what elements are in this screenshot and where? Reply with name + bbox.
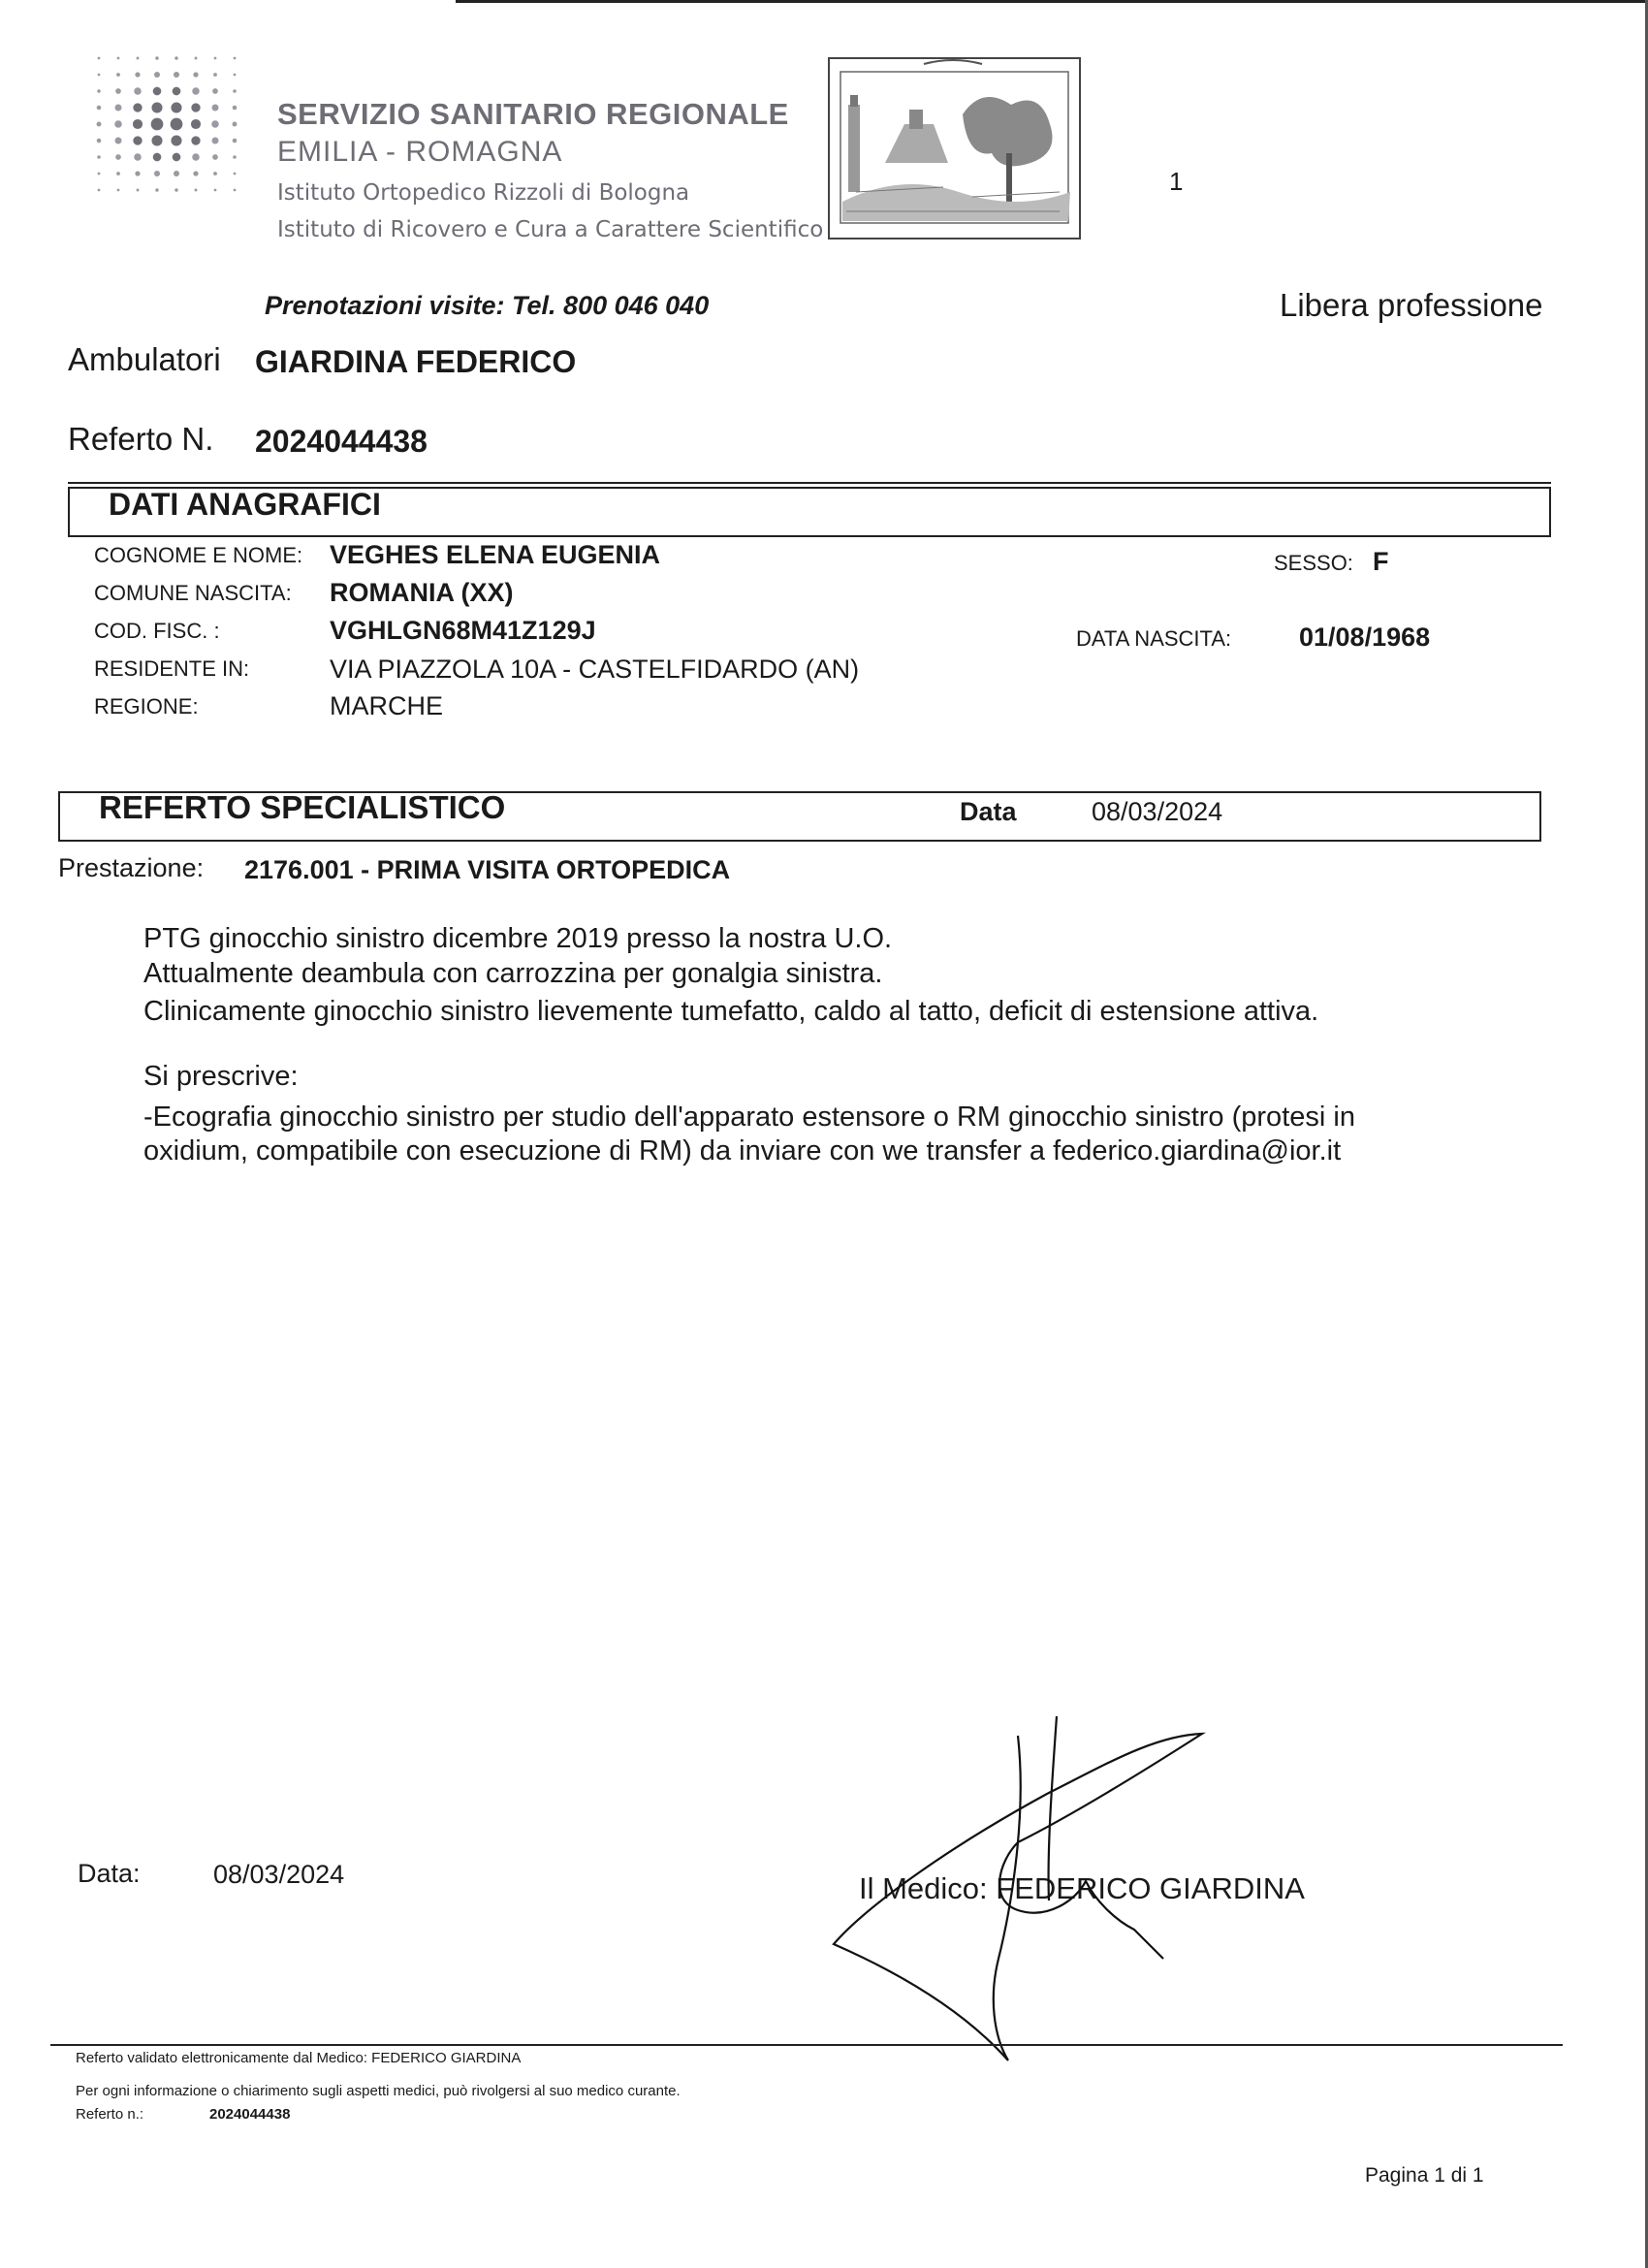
- logo-dot: [212, 88, 218, 94]
- logo-dot: [115, 88, 121, 94]
- logo-dot: [117, 189, 120, 192]
- logo-dot: [214, 57, 217, 60]
- footer-rule: [50, 2044, 1563, 2046]
- logo-dot: [195, 57, 198, 60]
- referto-number: 2024044438: [255, 424, 428, 459]
- referto-label: Referto N.: [68, 421, 214, 457]
- logo-dot: [173, 87, 181, 96]
- info-note: Per ogni informazione o chiarimento sugli aspetti medici, può rivolgersi al suo medico curante.: [76, 2083, 681, 2099]
- logo-dot: [212, 138, 219, 144]
- referto-line: -Ecografia ginocchio sinistro per studio dell'apparato estensore o RM ginocchio sinistro (protesi in: [143, 1102, 1355, 1133]
- logo-dot: [137, 189, 140, 192]
- logo-dot: [211, 120, 219, 128]
- logo-dot: [134, 153, 142, 161]
- referto-title: REFERTO SPECIALISTICO: [99, 789, 506, 825]
- practice-type: Libera professione: [1280, 287, 1543, 323]
- ambulatori-label: Ambulatori: [68, 341, 221, 377]
- org-line-3: Istituto Ortopedico Rizzoli di Bologna: [277, 180, 690, 206]
- footer-referto-value: 2024044438: [209, 2106, 291, 2123]
- logo-dot: [174, 188, 178, 192]
- sesso-label: SESSO:: [1274, 551, 1353, 575]
- logo-dot: [97, 139, 102, 144]
- logo-dot: [97, 122, 102, 127]
- residente-label: RESIDENTE IN:: [94, 656, 250, 681]
- logo-dot: [135, 171, 140, 176]
- logo-dot: [151, 118, 164, 131]
- logo-dot: [173, 153, 181, 162]
- logo-dot: [133, 136, 142, 144]
- logo-dot: [97, 106, 102, 111]
- footer-data-label: Data:: [78, 1859, 141, 1888]
- logo-dot: [193, 72, 198, 77]
- referto-line: Clinicamente ginocchio sinistro lievemente tumefatto, caldo al tatto, deficit di estensione attiva.: [143, 996, 1319, 1027]
- logo-dot: [115, 105, 122, 112]
- logo-dot: [153, 153, 162, 162]
- logo-dot: [116, 73, 120, 77]
- cognome-nome-label: COGNOME E NOME:: [94, 543, 303, 567]
- regione-value: MARCHE: [330, 691, 444, 720]
- logo-dot: [234, 74, 237, 77]
- logo-dot: [116, 172, 120, 176]
- page-counter: Pagina 1 di 1: [1365, 2164, 1484, 2187]
- logo-dot: [193, 171, 198, 176]
- prestazione-label: Prestazione:: [58, 853, 205, 882]
- comune-nascita-label: COMUNE NASCITA:: [94, 581, 292, 605]
- logo-dot: [212, 154, 218, 160]
- logo-dot: [98, 57, 101, 60]
- logo-dot: [154, 72, 160, 78]
- logo-dot: [133, 119, 143, 129]
- signature-icon: [824, 1707, 1212, 2075]
- dati-top-rule: [68, 482, 1551, 484]
- referto-data-value: 08/03/2024: [1092, 797, 1223, 826]
- logo-dot: [154, 171, 160, 176]
- footer-referto-label: Referto n.:: [76, 2106, 144, 2123]
- logo-dot: [213, 73, 217, 77]
- residente-value: VIA PIAZZOLA 10A - CASTELFIDARDO (AN): [330, 655, 860, 684]
- logo-dot: [214, 189, 217, 192]
- org-line-4: Istituto di Ricovero e Cura a Carattere Scientifico: [277, 217, 824, 242]
- org-line-2: EMILIA - ROMAGNA: [277, 136, 563, 168]
- page-mark: 1: [1169, 167, 1184, 196]
- sesso-value: F: [1373, 547, 1389, 576]
- logo-dot: [171, 135, 181, 145]
- logo-dot: [191, 103, 200, 112]
- logo-dot: [174, 72, 179, 78]
- logo-dot: [192, 87, 200, 95]
- logo-dot: [171, 102, 181, 112]
- data-nascita-value: 01/08/1968: [1299, 623, 1431, 652]
- comune-nascita-value: ROMANIA (XX): [330, 578, 514, 607]
- logo-dot: [212, 105, 219, 112]
- logo-dot: [195, 189, 198, 192]
- logo-dot: [137, 57, 140, 60]
- logo-dot: [134, 87, 142, 95]
- logo-dot: [151, 102, 162, 112]
- logo-dot: [213, 172, 217, 176]
- logo-dot: [155, 56, 159, 60]
- logo-dot: [233, 106, 238, 111]
- logo-dot: [135, 72, 140, 77]
- booking-phone: Prenotazioni visite: Tel. 800 046 040: [265, 291, 710, 320]
- dati-anagrafici-title: DATI ANAGRAFICI: [109, 487, 381, 522]
- logo-dot: [233, 89, 237, 93]
- logo-dot: [192, 153, 200, 161]
- logo-dot: [114, 120, 122, 128]
- referto-data-label: Data: [960, 797, 1017, 826]
- logo-dot: [115, 154, 121, 160]
- logo-dot: [234, 173, 237, 176]
- footer-data-value: 08/03/2024: [213, 1860, 345, 1889]
- ambulatori-value: GIARDINA FEDERICO: [255, 344, 577, 379]
- logo-dot: [234, 57, 237, 60]
- logo-dot: [191, 119, 201, 129]
- logo-dot: [233, 155, 237, 159]
- logo-dot: [98, 189, 101, 192]
- logo-dot: [233, 122, 238, 127]
- codice-fiscale-label: COD. FISC. :: [94, 619, 220, 643]
- org-line-1: SERVIZIO SANITARIO REGIONALE: [277, 97, 789, 131]
- logo-dot: [98, 173, 101, 176]
- validated-note: Referto validato elettronicamente dal Medico: FEDERICO GIARDINA: [76, 2050, 522, 2066]
- logo-dot: [174, 56, 178, 60]
- logo-dot: [115, 138, 122, 144]
- logo-dot: [234, 189, 237, 192]
- medico-name: Il Medico: FEDERICO GIARDINA: [859, 1871, 1305, 1905]
- logo-dot: [171, 118, 183, 131]
- logo-dot: [174, 171, 179, 176]
- ssr-logo-icon: [91, 50, 246, 200]
- logo-dot: [153, 87, 162, 96]
- referto-line: Attualmente deambula con carrozzina per gonalgia sinistra.: [143, 958, 883, 989]
- logo-dot: [97, 89, 101, 93]
- logo-dot: [97, 155, 101, 159]
- logo-dot: [133, 103, 142, 112]
- cognome-nome-value: VEGHES ELENA EUGENIA: [330, 540, 661, 569]
- logo-dot: [117, 57, 120, 60]
- institute-engraving-icon: [827, 56, 1082, 240]
- scan-edge-top: [456, 0, 1648, 3]
- referto-line: PTG ginocchio sinistro dicembre 2019 presso la nostra U.O.: [143, 923, 893, 954]
- prestazione-value: 2176.001 - PRIMA VISITA ORTOPEDICA: [244, 855, 731, 884]
- logo-dot: [151, 135, 162, 145]
- logo-dot: [98, 74, 101, 77]
- referto-line: oxidium, compatibile con esecuzione di RM) da inviare con we transfer a federico.giardina@ior.it: [143, 1135, 1342, 1166]
- logo-dot: [155, 188, 159, 192]
- logo-dot: [191, 136, 200, 144]
- regione-label: REGIONE:: [94, 694, 199, 719]
- logo-dot: [233, 139, 238, 144]
- codice-fiscale-value: VGHLGN68M41Z129J: [330, 616, 596, 645]
- referto-line: Si prescrive:: [143, 1061, 299, 1092]
- data-nascita-label: DATA NASCITA:: [1076, 626, 1232, 651]
